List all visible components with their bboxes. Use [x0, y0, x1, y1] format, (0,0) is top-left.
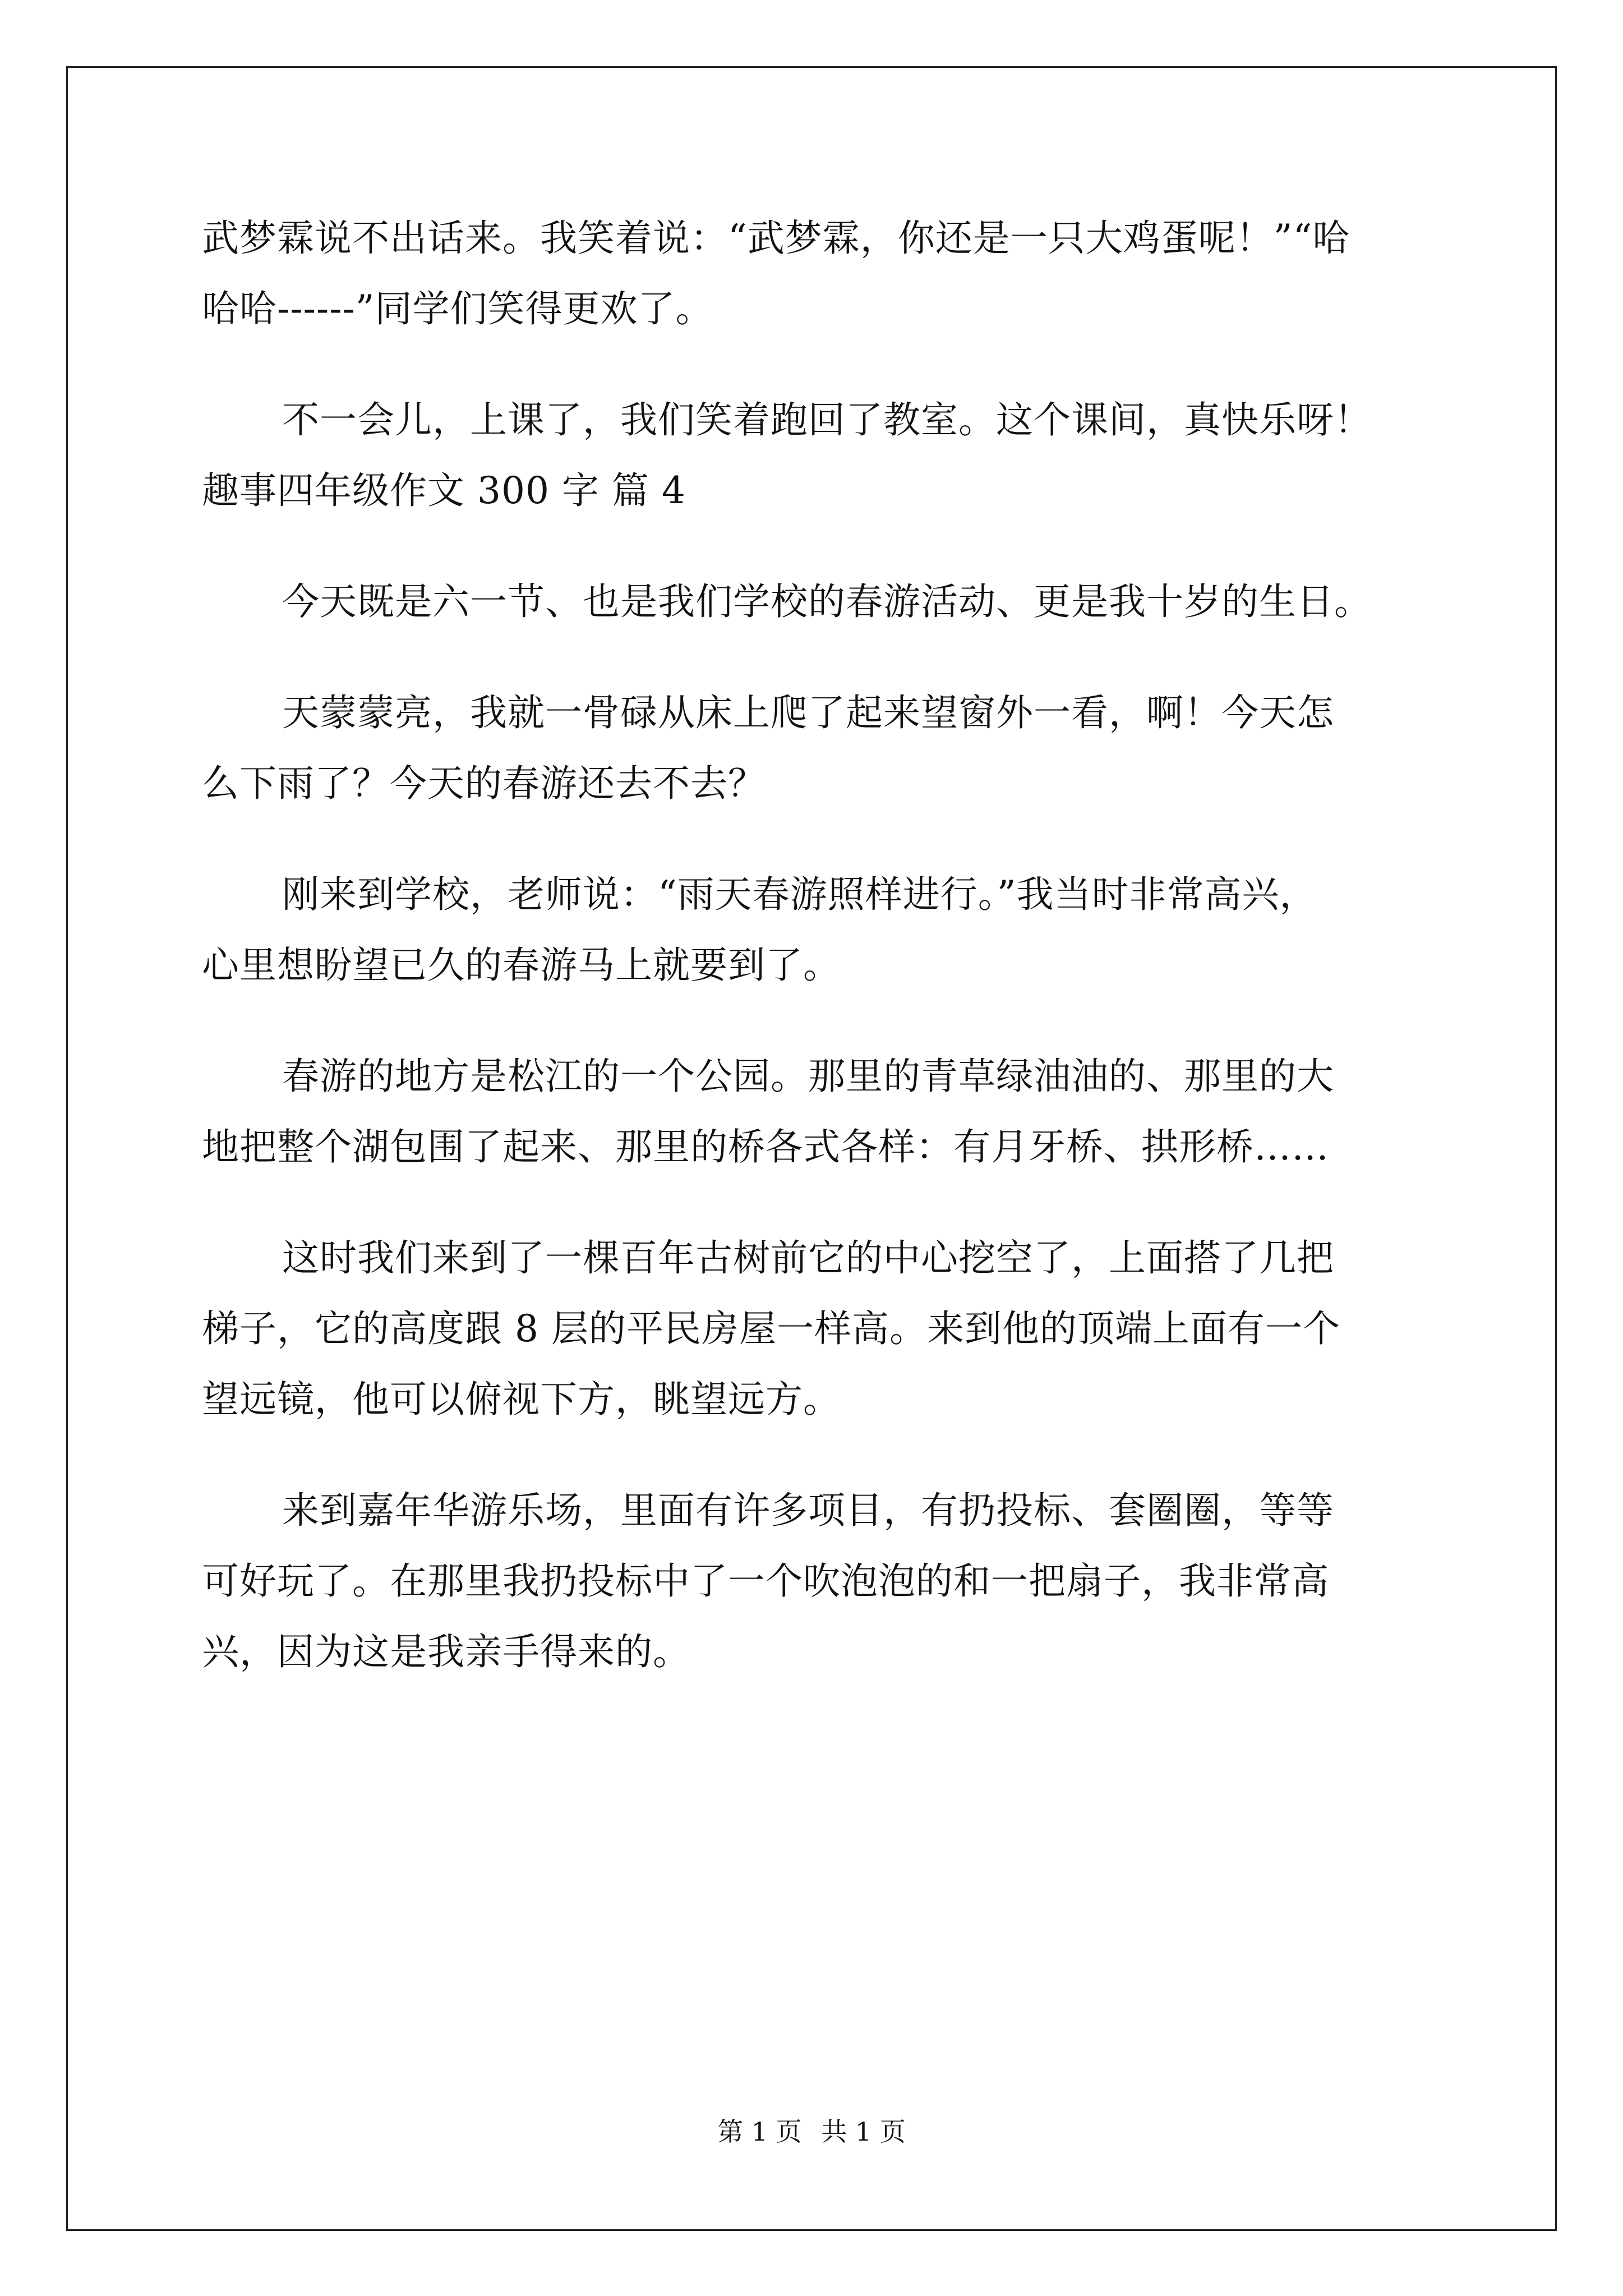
text-line: 今天既是六一节、也是我们学校的春游活动、更是我十岁的生日。: [282, 580, 1372, 623]
section-heading: [202, 466, 1430, 516]
heading-text: 趣事四年级作文 300 字 篇 4: [202, 469, 686, 512]
text-line: 武梦霖说不出话来。我笑着说：“武梦霖，你还是一只大鸡蛋呢！”“哈: [202, 217, 1350, 260]
text-line: 地把整个湖包围了起来、那里的桥各式各样：有月牙桥、拱形桥……: [202, 1125, 1329, 1168]
text-line: 刚来到学校，老师说：“雨天春游照样进行。”我当时非常高兴，: [282, 873, 1317, 916]
text-line: 哈哈------”同学们笑得更欢了。: [202, 287, 713, 330]
text-line: 天蒙蒙亮，我就一骨碌从床上爬了起来望窗外一看，啊！今天怎: [282, 691, 1334, 734]
paragraph-1: [202, 213, 1430, 334]
paragraph-6: [202, 1051, 1430, 1172]
text-line: 梯子，它的高度跟 8 层的平民房屋一样高。来到他的顶端上面有一个: [202, 1307, 1340, 1350]
paragraph-8: [202, 1485, 1430, 1677]
text-line: 可好玩了。在那里我扔投标中了一个吹泡泡的和一把扇子，我非常高: [202, 1559, 1329, 1603]
page-number-total: 共 1 页: [821, 2116, 906, 2147]
page-footer: [0, 2115, 1623, 2148]
text-line: 不一会儿，上课了，我们笑着跑回了教室。这个课间，真快乐呀！: [282, 398, 1372, 441]
text-line: 兴，因为这是我亲手得来的。: [202, 1630, 690, 1673]
text-line: 望远镜，他可以俯视下方，眺望远方。: [202, 1378, 841, 1421]
text-line: 心里想盼望已久的春游马上就要到了。: [202, 944, 841, 987]
paragraph-3: [202, 577, 1430, 627]
text-line: 么下雨了？今天的春游还去不去？: [202, 762, 766, 805]
text-line: 来到嘉年华游乐场，里面有许多项目，有扔投标、套圈圈，等等: [282, 1489, 1334, 1532]
paragraph-7: [202, 1233, 1430, 1425]
document-body: [202, 213, 1430, 1677]
page-number-current: 第 1 页: [717, 2116, 802, 2147]
text-line: 这时我们来到了一棵百年古树前它的中心挖空了，上面搭了几把: [282, 1236, 1334, 1280]
paragraph-5: [202, 869, 1430, 991]
paragraph-4: [202, 688, 1430, 809]
paragraph-2: [202, 395, 1430, 445]
text-line: 春游的地方是松江的一个公园。那里的青草绿油油的、那里的大: [282, 1055, 1334, 1098]
